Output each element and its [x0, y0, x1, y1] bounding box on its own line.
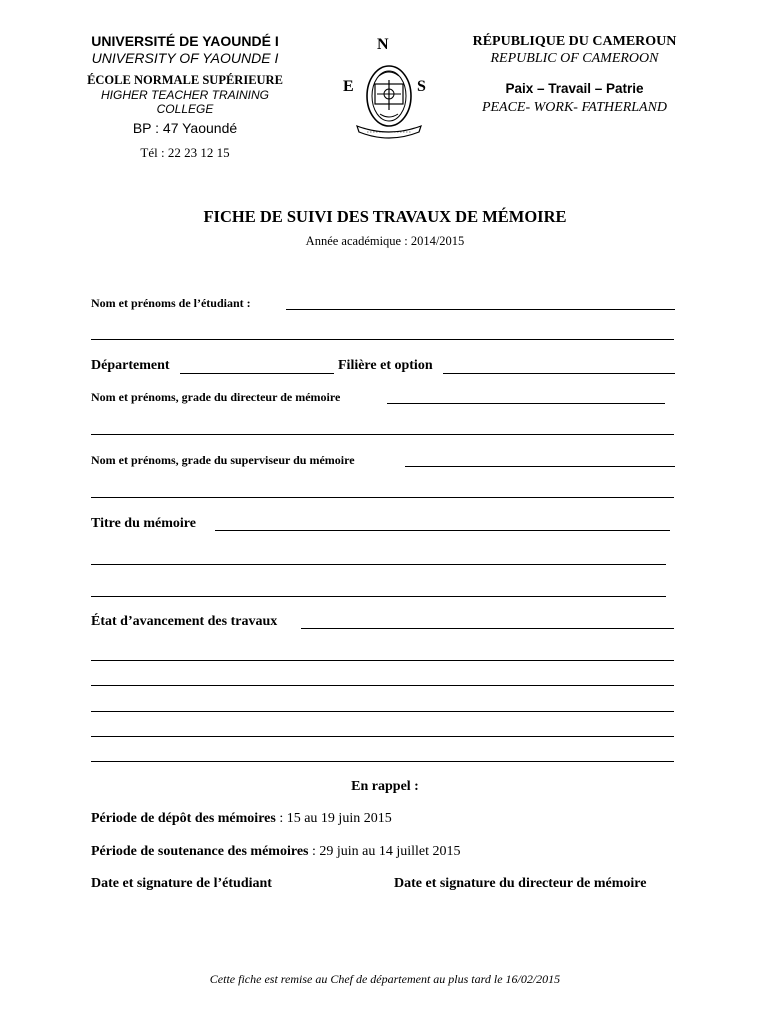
progress-line[interactable]	[301, 628, 674, 629]
deposit-period-label: Période de dépôt des mémoires	[91, 811, 276, 826]
thesis-title-label: Titre du mémoire	[91, 516, 196, 531]
supervisor-line[interactable]	[405, 466, 675, 467]
compass-north: N	[377, 36, 389, 53]
deposit-period-value: : 15 au 19 juin 2015	[275, 811, 392, 826]
progress-line-2[interactable]	[91, 660, 674, 661]
filiere-line[interactable]	[443, 373, 675, 374]
progress-label: État d’avancement des travaux	[91, 614, 278, 629]
defense-period-value: : 29 juin au 14 juillet 2015	[308, 844, 461, 859]
school-block	[60, 73, 310, 162]
school-seal-icon	[353, 54, 425, 144]
defense-period-label: Période de soutenance des mémoires	[91, 844, 309, 859]
compass-east: E	[343, 78, 354, 95]
director-label: Nom et prénoms, grade du directeur de mémoire	[91, 390, 341, 404]
supervisor-label: Nom et prénoms, grade du superviseur du mémoire	[91, 453, 355, 467]
director-line-2[interactable]	[91, 434, 674, 435]
defense-period	[91, 844, 461, 860]
deposit-period	[91, 811, 392, 827]
university-name-en: UNIVERSITY OF YAOUNDE I	[91, 50, 279, 66]
director-signature-label: Date et signature du directeur de mémoire	[394, 876, 647, 891]
thesis-title-line[interactable]	[215, 530, 670, 531]
thesis-title-line-2[interactable]	[91, 564, 666, 565]
student-name-line-2[interactable]	[91, 339, 674, 340]
supervisor-line-2[interactable]	[91, 497, 674, 498]
header-left	[60, 33, 310, 67]
republic-name-en: REPUBLIC OF CAMEROON	[490, 51, 659, 66]
student-signature-label: Date et signature de l’étudiant	[91, 876, 272, 891]
director-line[interactable]	[387, 403, 665, 404]
department-label: Département	[91, 358, 170, 373]
university-name-fr: UNIVERSITÉ DE YAOUNDÉ I	[91, 33, 279, 49]
progress-line-4[interactable]	[91, 711, 674, 712]
emblem	[335, 32, 440, 144]
student-name-line[interactable]	[286, 309, 675, 310]
filiere-label: Filière et option	[338, 358, 433, 373]
motto-en: PEACE- WORK- FATHERLAND	[481, 100, 668, 115]
reminder-heading: En rappel :	[351, 779, 419, 794]
student-name-label: Nom et prénoms de l’étudiant :	[91, 296, 251, 310]
thesis-title-line-3[interactable]	[91, 596, 666, 597]
school-name-en-line2: COLLEGE	[156, 102, 214, 116]
header-right	[452, 33, 697, 116]
academic-year: Année académique : 2014/2015	[305, 234, 465, 248]
school-name-fr: ÉCOLE NORMALE SUPÉRIEURE	[87, 73, 283, 87]
telephone: Tél : 22 23 12 15	[140, 145, 230, 160]
progress-line-5[interactable]	[91, 736, 674, 737]
school-name-en-line1: HIGHER TEACHER TRAINING	[100, 88, 269, 102]
compass-south: S	[417, 78, 426, 95]
progress-line-6[interactable]	[91, 761, 674, 762]
department-line[interactable]	[180, 373, 334, 374]
postal-box: BP : 47 Yaoundé	[132, 120, 238, 136]
motto-fr: Paix – Travail – Patrie	[505, 81, 644, 96]
form-title: FICHE DE SUIVI DES TRAVAUX DE MÉMOIRE	[203, 207, 567, 226]
progress-line-3[interactable]	[91, 685, 674, 686]
republic-name-fr: RÉPUBLIQUE DU CAMEROUN	[472, 34, 677, 49]
footer-note: Cette fiche est remise au Chef de département au plus tard le 16/02/2015	[209, 972, 561, 986]
